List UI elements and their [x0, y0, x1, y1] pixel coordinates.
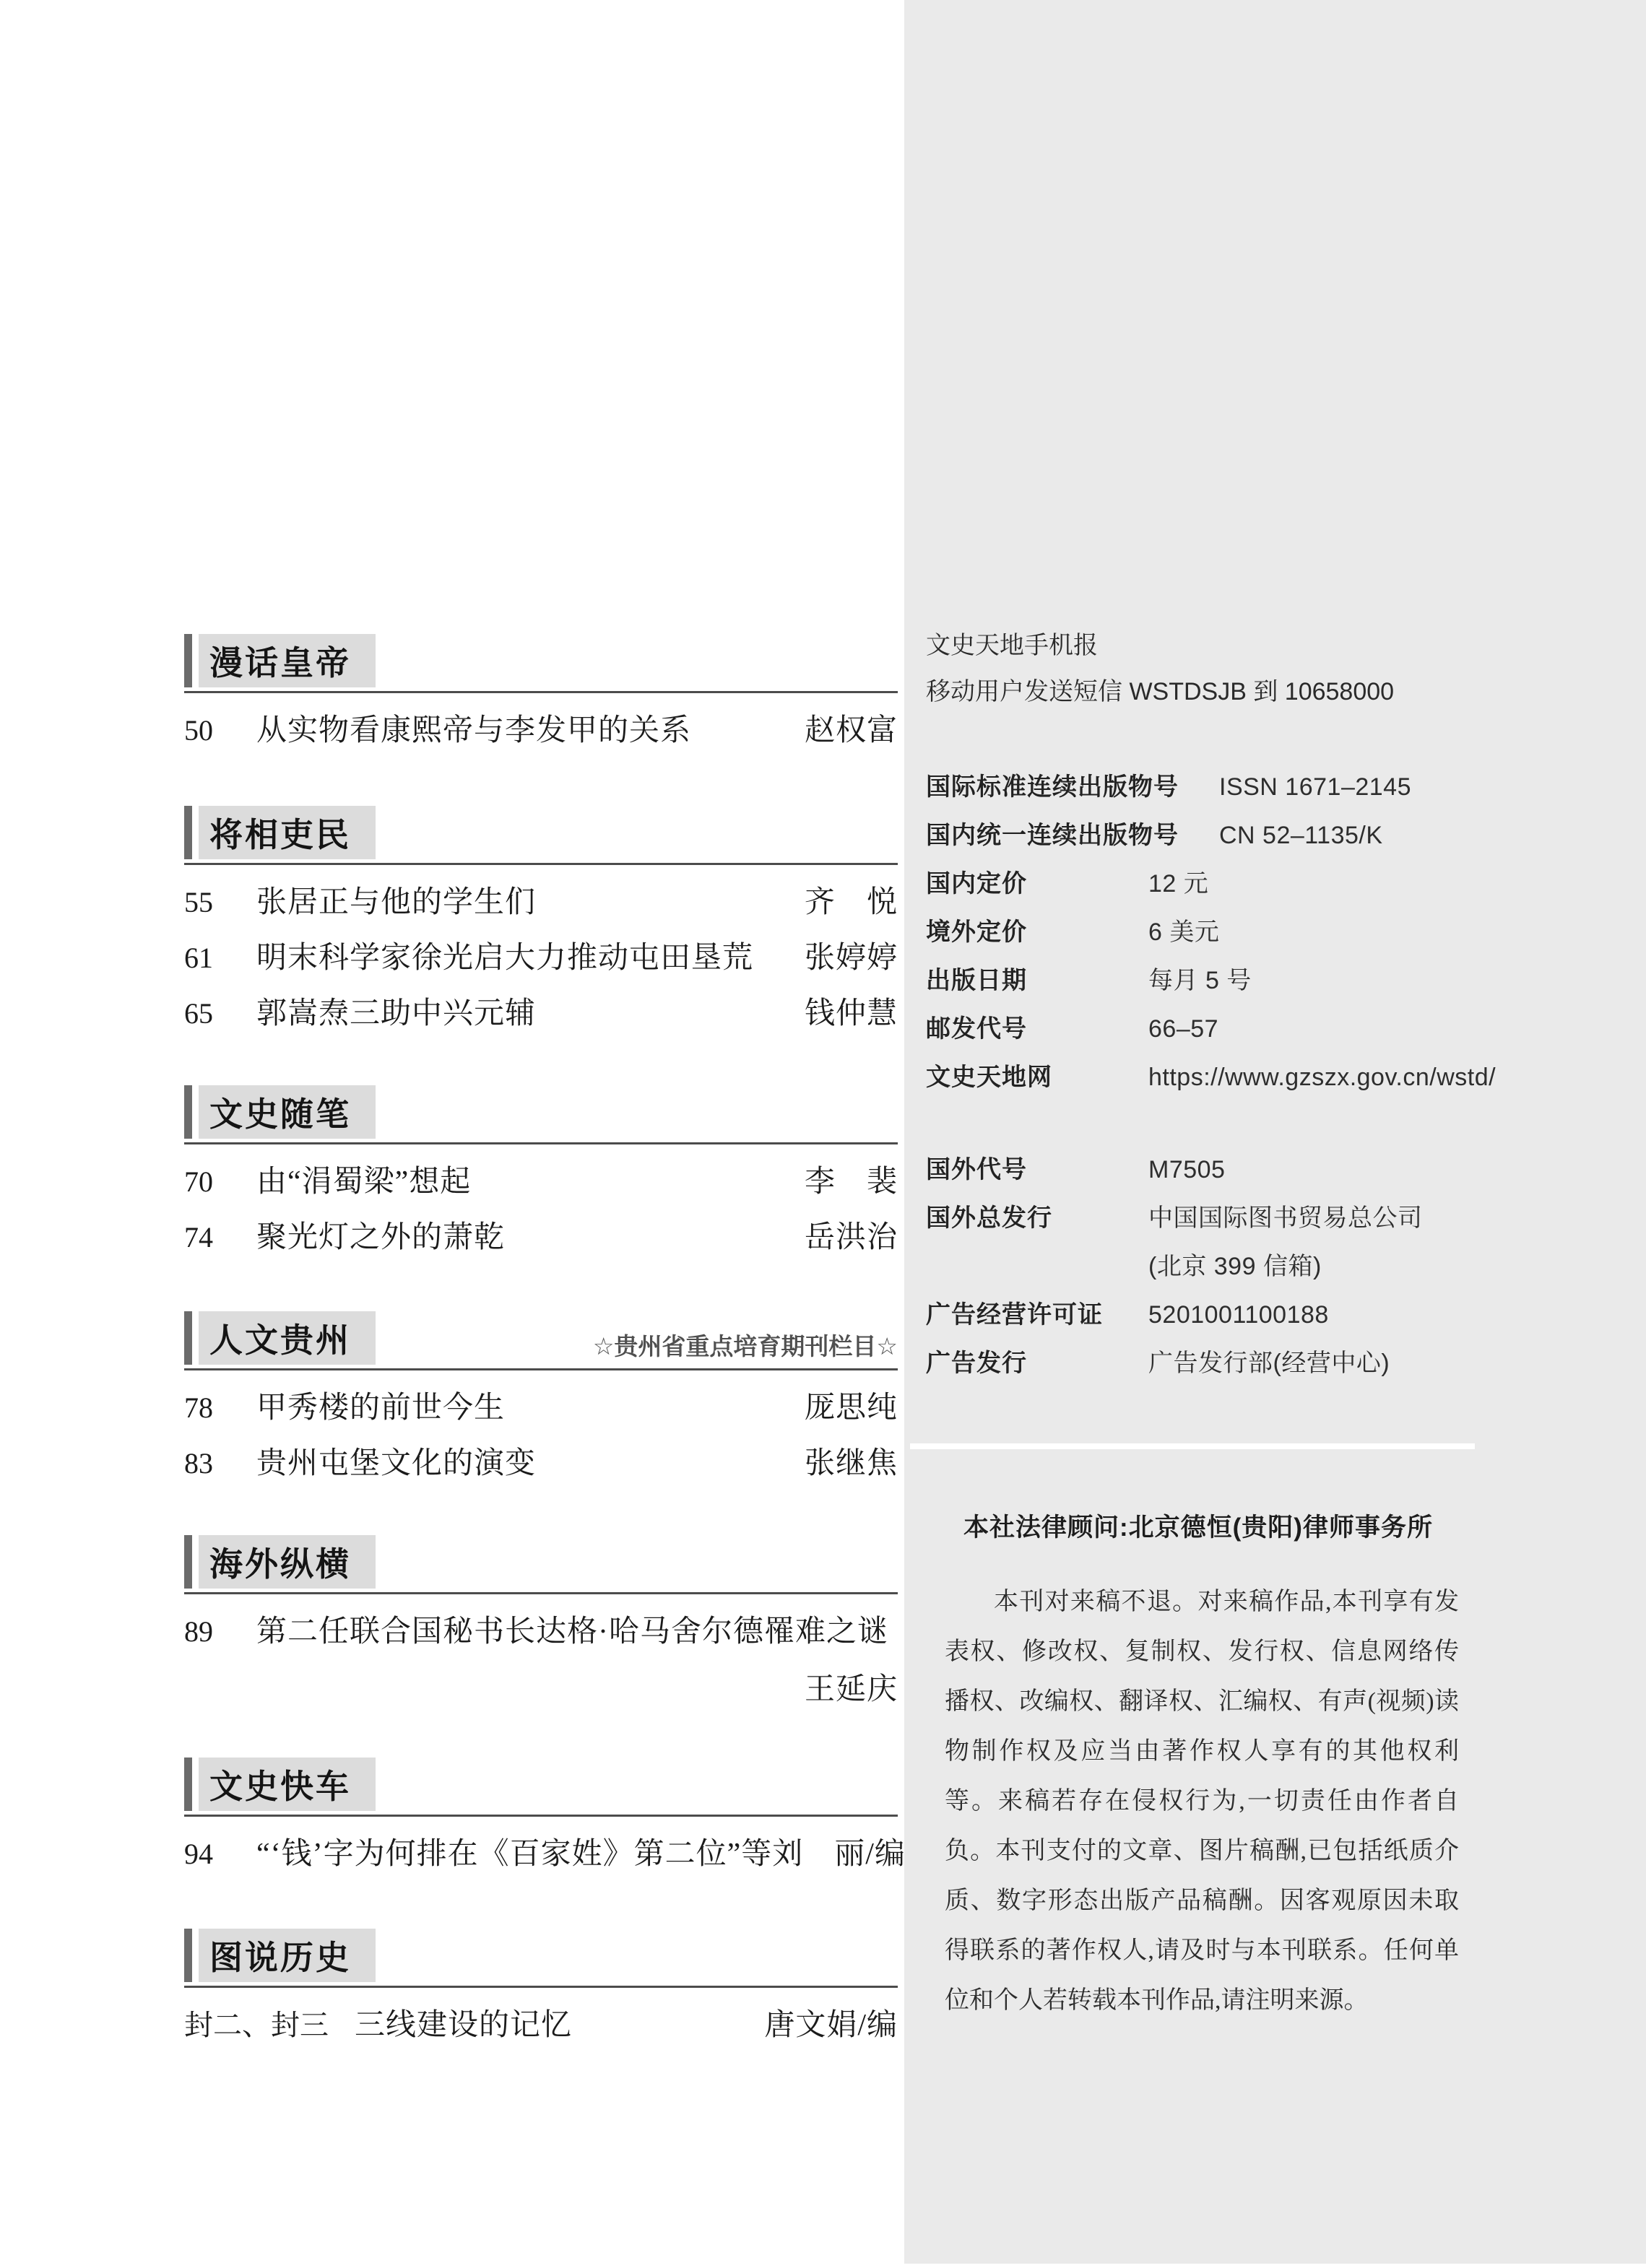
- entry-title: 郭嵩焘三助中兴元辅: [256, 997, 537, 1030]
- toc-entry: [184, 1390, 898, 1426]
- toc-entry: [184, 1836, 906, 1872]
- section-accent-bar: [184, 1535, 192, 1589]
- entry-title: 聚光灯之外的萧乾: [256, 1221, 506, 1254]
- entry-page-number: 50: [184, 714, 213, 747]
- info-label: 国内统一连续出版物号: [926, 822, 1179, 849]
- info-label: 国际标准连续出版物号: [926, 773, 1179, 801]
- toc-entry: [184, 885, 898, 921]
- section-divider: [184, 1815, 898, 1817]
- section-divider: [184, 1368, 898, 1370]
- section-title-box: [199, 634, 376, 687]
- toc-section-wenshi-suibi: [184, 1085, 898, 1256]
- section-title-box: [199, 1311, 376, 1365]
- section-header: [184, 1535, 898, 1589]
- entry-author: 赵权富: [804, 714, 898, 747]
- section-header: [184, 1085, 898, 1139]
- entry-title: 贵州屯堡文化的演变: [256, 1447, 537, 1480]
- section-title-box: [199, 1758, 376, 1811]
- toc-entry: [184, 1446, 898, 1482]
- entry-page-number: 89: [184, 1615, 213, 1648]
- info-row-foreign-code: [926, 1150, 1634, 1198]
- section-divider: [184, 863, 898, 865]
- section-divider: [184, 691, 898, 693]
- section-header: [184, 1929, 898, 1982]
- toc-entry: [184, 1614, 898, 1650]
- entry-author: 张婷婷: [804, 942, 898, 975]
- info-label: 国外代号: [926, 1156, 1027, 1183]
- entry-author: 刘 丽/编: [772, 1838, 906, 1871]
- info-value: 每月 5 号: [1148, 967, 1252, 994]
- entry-title: 张居正与他的学生们: [256, 886, 537, 919]
- entry-title: 甲秀楼的前世今生: [256, 1391, 506, 1425]
- info-label: 国外总发行: [926, 1204, 1052, 1232]
- legal-notice: [926, 1508, 1475, 2025]
- entry-author: 厐思纯: [804, 1391, 898, 1425]
- entry-author: 李 裴: [804, 1165, 898, 1199]
- entry-page-number: 65: [184, 997, 213, 1030]
- info-row-ad-distribution: [926, 1343, 1634, 1391]
- info-value: 12 元: [1148, 870, 1209, 898]
- section-divider: [184, 1142, 898, 1144]
- info-label: 邮发代号: [926, 1015, 1027, 1043]
- info-row-website: [926, 1057, 1634, 1105]
- section-title: 图说历史: [209, 1939, 351, 1976]
- entry-author: 岳洪治: [804, 1221, 898, 1254]
- section-title: 将相吏民: [209, 817, 351, 853]
- section-header: [184, 1758, 898, 1811]
- toc-entry: [184, 996, 898, 1032]
- website-url: https://www.gzszx.gov.cn/wstd/: [1148, 1064, 1496, 1091]
- entry-author: 王延庆: [804, 1673, 898, 1706]
- entry-author: 唐文娟/编: [764, 2009, 898, 2042]
- section-header: [184, 806, 898, 859]
- publication-info-panel: [904, 0, 1646, 2264]
- entry-page-number: 94: [184, 1838, 213, 1870]
- section-title-box: [199, 1085, 376, 1139]
- info-value: (北京 399 信箱): [1148, 1253, 1322, 1280]
- entry-title: 从实物看康熙帝与李发甲的关系: [256, 714, 692, 747]
- info-label: 境外定价: [926, 918, 1027, 946]
- toc-section-jiangxiang-limin: [184, 806, 898, 1032]
- panel-divider: [910, 1443, 1475, 1449]
- toc-entry: [184, 713, 898, 749]
- info-label: 出版日期: [926, 967, 1027, 994]
- toc-entry: [184, 1164, 898, 1200]
- section-title-box: [199, 1929, 376, 1982]
- section-accent-bar: [184, 806, 192, 859]
- info-row-overseas-price: [926, 912, 1634, 960]
- section-header: [184, 1311, 898, 1365]
- info-value: 中国国际图书贸易总公司: [1148, 1204, 1423, 1232]
- info-row-ad-license: [926, 1295, 1634, 1343]
- info-label: 国内定价: [926, 870, 1027, 898]
- toc-section-haiwai-zongheng: [184, 1535, 898, 1708]
- section-title: 文史随笔: [209, 1096, 351, 1133]
- entry-author: 钱仲慧: [804, 997, 898, 1030]
- mobile-news-instruction: 移动用户发送短信 WSTDSJB 到 10658000: [926, 678, 1395, 705]
- section-header: [184, 634, 898, 687]
- info-label: 文史天地网: [926, 1064, 1052, 1091]
- entry-title: 明末科学家徐光启大力推动屯田垦荒: [256, 942, 754, 975]
- section-accent-bar: [184, 1758, 192, 1811]
- key-column-note: ☆贵州省重点培育期刊栏目☆: [592, 1333, 898, 1360]
- entry-title: 第二任联合国秘书长达格·哈马舍尔德罹难之谜: [256, 1615, 888, 1648]
- info-label: 广告经营许可证: [926, 1301, 1103, 1329]
- toc-entry-author-line: [184, 1672, 898, 1708]
- toc-section-tushuo-lishi: [184, 1929, 898, 2043]
- entry-title: “‘钱’字为何排在《百家姓》第二位”等: [256, 1838, 773, 1871]
- section-title: 海外纵横: [209, 1546, 351, 1583]
- section-title: 人文贵州: [209, 1322, 351, 1359]
- info-row-cn: [926, 815, 1634, 864]
- info-value: 66–57: [1148, 1015, 1219, 1043]
- section-title: 文史快车: [209, 1768, 351, 1805]
- legal-counsel-heading: 本社法律顾问:北京德恒(贵阳)律师事务所: [963, 1513, 1433, 1542]
- entry-page-number: 83: [184, 1447, 213, 1480]
- toc-entry: [184, 2007, 898, 2043]
- entry-page-number: 70: [184, 1165, 213, 1198]
- info-value: 5201001100188: [1148, 1301, 1329, 1329]
- toc-entry: [184, 1220, 898, 1256]
- toc-section-manhua-huangdi: [184, 634, 898, 749]
- info-label: 广告发行: [926, 1350, 1027, 1377]
- section-accent-bar: [184, 1085, 192, 1139]
- info-row-issn: [926, 767, 1634, 815]
- entry-title: 三线建设的记忆: [355, 2009, 573, 2042]
- entry-author: 张继焦: [804, 1447, 898, 1480]
- info-row-foreign-distributor-address: [926, 1246, 1634, 1295]
- section-divider: [184, 1986, 898, 1988]
- mobile-news-title: 文史天地手机报: [926, 632, 1098, 659]
- copyright-statement: 本刊对来稿不退。对来稿作品,本刊享有发表权、修改权、复制权、发行权、信息网络传播权、改编权、翻译权、汇编权、有声(视频)读物制作权及应当由著作权人享有的其他权利等。来稿若存在侵权行为,一切责任由作者自负。本刊支付的文章、图片稿酬,已包括纸质介质、数字形态出版产品稿酬。因客观原因未取得联系的著作权人,请及时与本刊联系。任何单位和个人若转载本刊作品,请注明来源。: [945, 1589, 1459, 2014]
- entry-title: 由“涓蜀梁”想起: [256, 1165, 472, 1199]
- toc-entry: [184, 940, 898, 976]
- entry-page-number: 78: [184, 1391, 213, 1424]
- toc-section-wenshi-kuaiche: [184, 1758, 906, 1872]
- info-value: ISSN 1671–2145: [1219, 773, 1411, 801]
- section-title-box: [199, 1535, 376, 1589]
- info-row-foreign-distributor: [926, 1198, 1634, 1246]
- info-row-domestic-price: [926, 864, 1634, 912]
- toc-section-renwen-guizhou: [184, 1311, 898, 1482]
- info-row-publish-date: [926, 960, 1634, 1009]
- info-value: CN 52–1135/K: [1219, 822, 1383, 849]
- distribution-data-rows: [926, 1150, 1634, 1391]
- section-accent-bar: [184, 634, 192, 687]
- entry-page-number: 55: [184, 886, 213, 918]
- section-title-box: [199, 806, 376, 859]
- section-divider: [184, 1592, 898, 1594]
- entry-author: 齐 悦: [804, 886, 898, 919]
- entry-page-number: 74: [184, 1221, 213, 1254]
- publication-data-rows: [926, 767, 1634, 1105]
- section-accent-bar: [184, 1929, 192, 1982]
- entry-page-number: 封二、封三: [184, 2009, 329, 2041]
- info-value: 广告发行部(经营中心): [1148, 1350, 1390, 1377]
- entry-page-number: 61: [184, 942, 213, 974]
- info-value: 6 美元: [1148, 918, 1220, 946]
- info-value: M7505: [1148, 1156, 1226, 1183]
- mobile-news-block: [926, 622, 1394, 715]
- section-title: 漫话皇帝: [209, 645, 351, 682]
- info-row-postal-code: [926, 1009, 1634, 1057]
- section-accent-bar: [184, 1311, 192, 1365]
